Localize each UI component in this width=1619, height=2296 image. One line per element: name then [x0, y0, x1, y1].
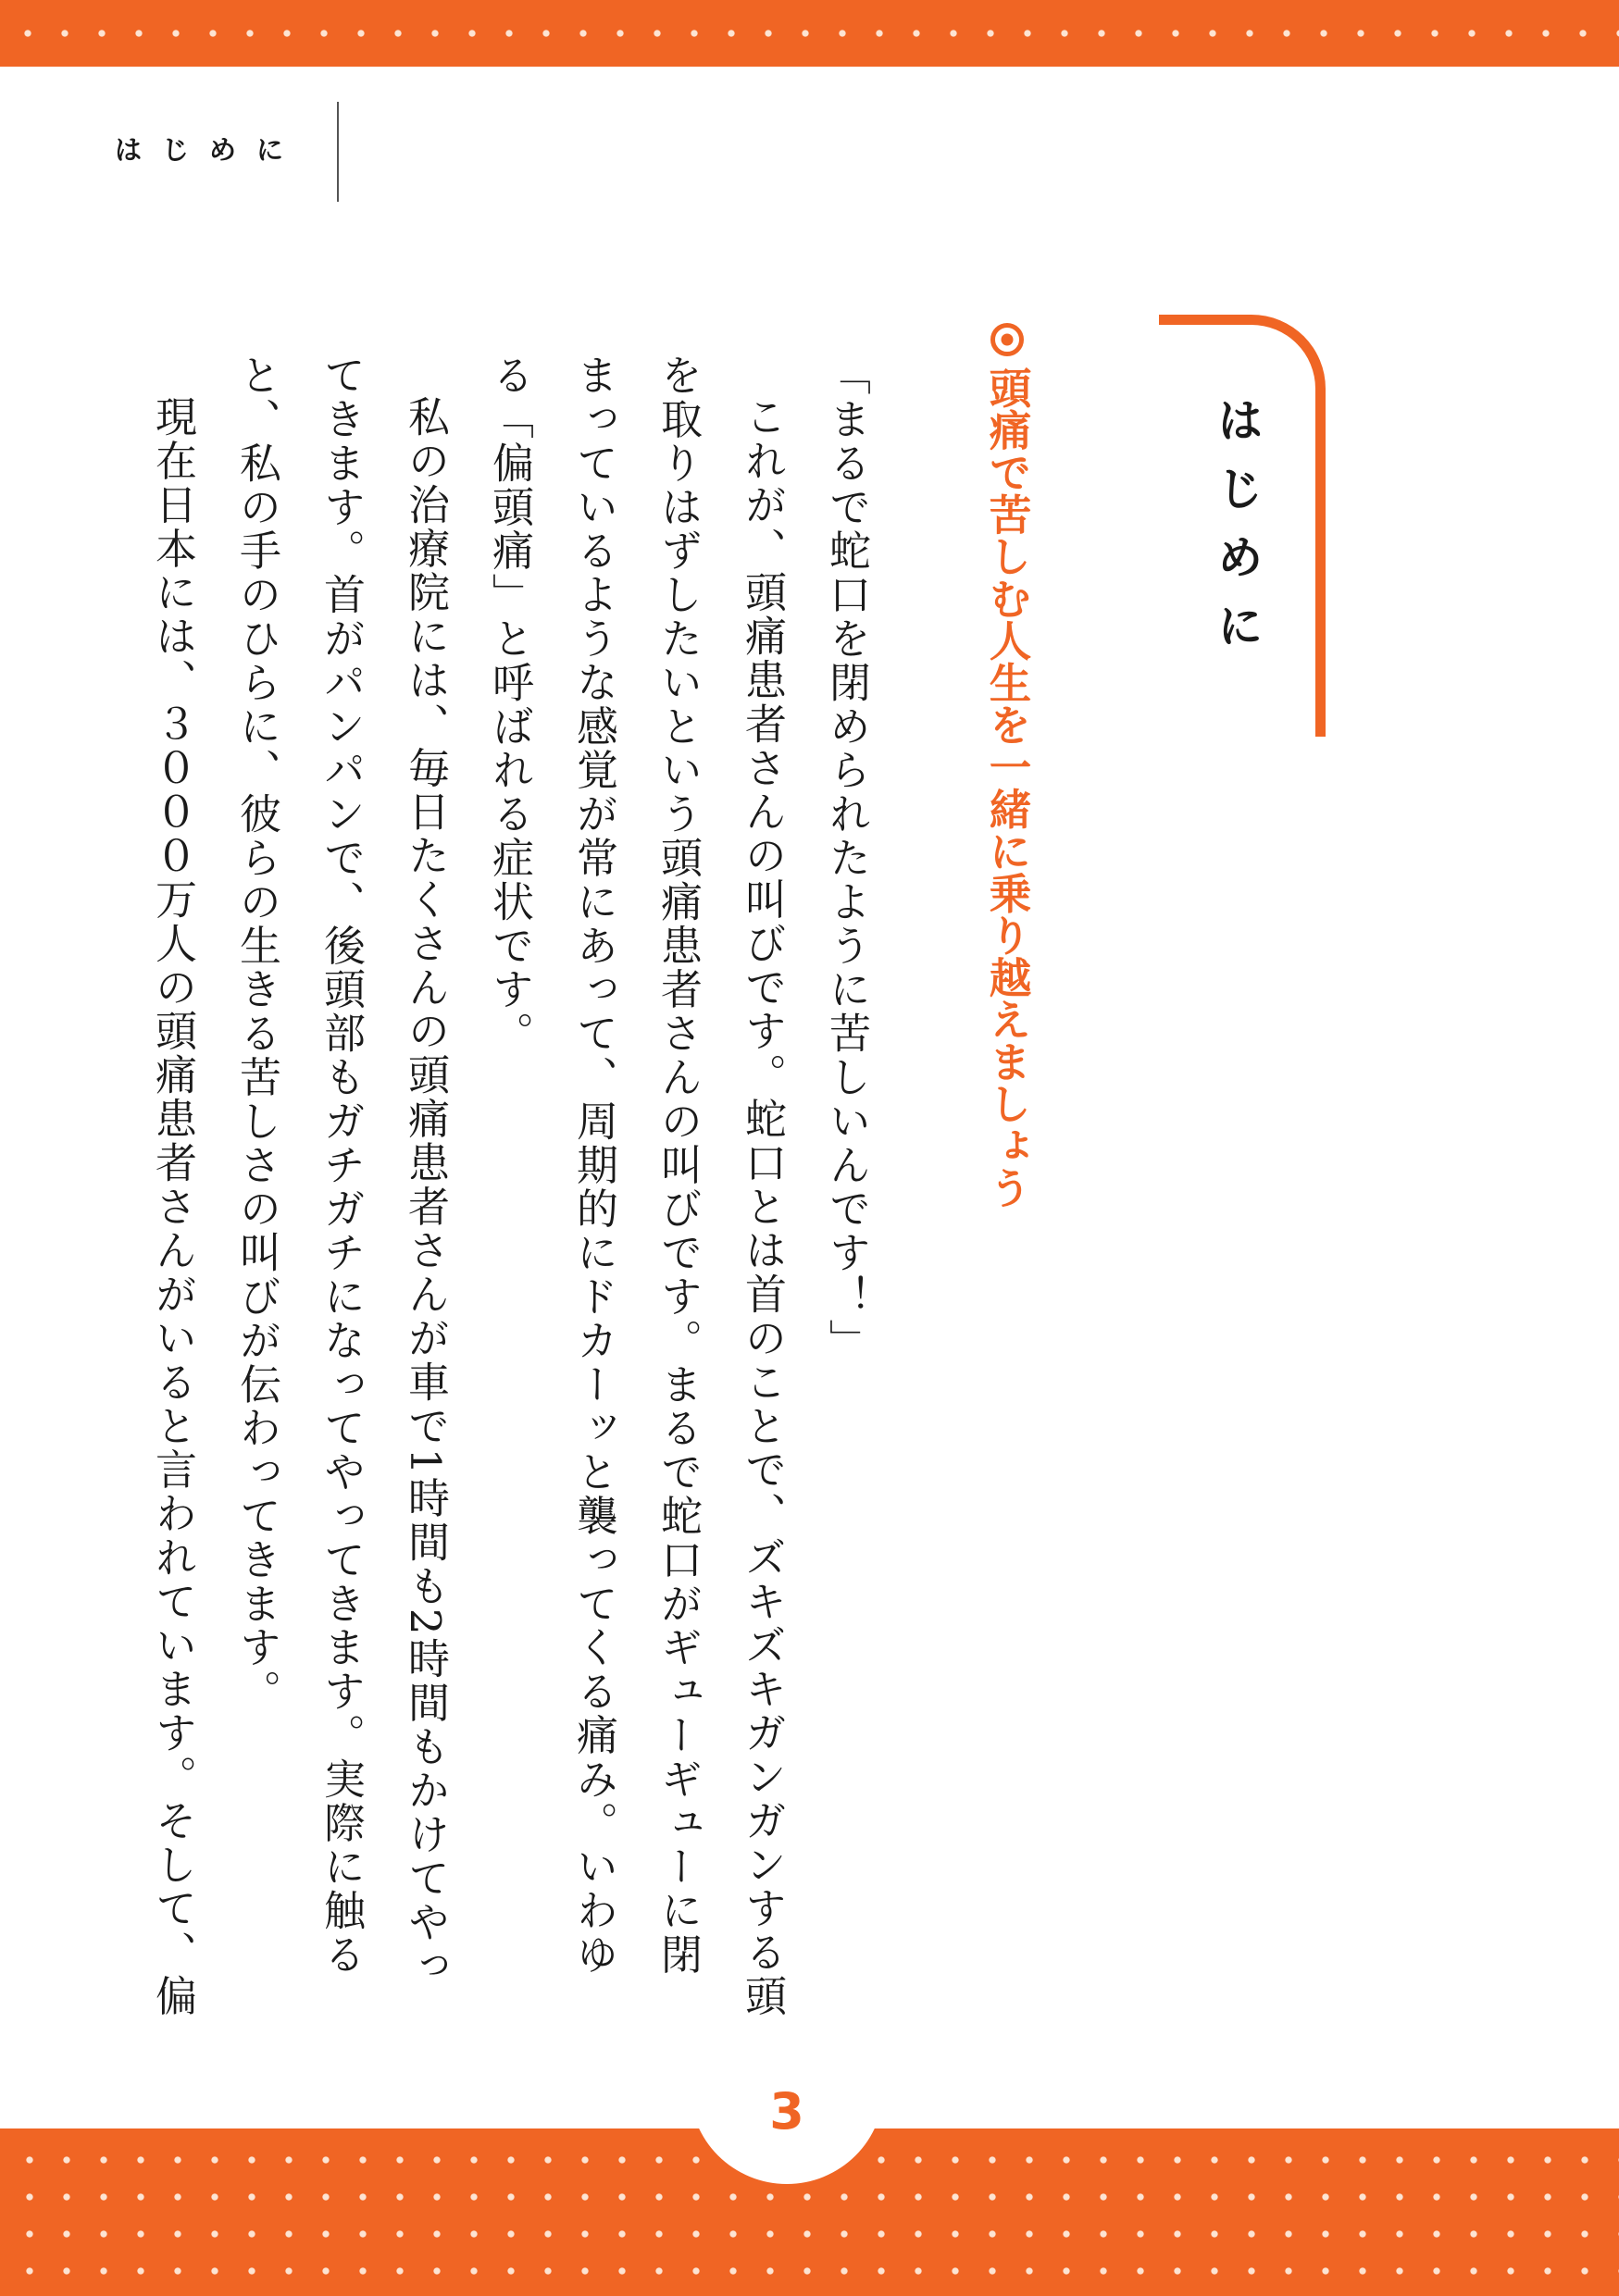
chapter-title: はじめに: [1210, 396, 1264, 670]
body-text: [148, 354, 889, 2019]
running-header: はじめに: [115, 134, 305, 166]
body-paragraph: 「まるで蛇口を閉められたように苦しいんです！」: [822, 354, 871, 1363]
body-paragraph: これが、頭痛患者さんの叫びです。蛇口とは首のことで、ズキズキガンガンする頭を取りはずしたいという頭痛患者さんの叫びです。まるで蛇口がギューギューに閉まっているような感覚が常にあって、周期的にドカーッと襲ってくる痛み。いわゆる「偏頭痛」と呼ばれる症状です。: [485, 354, 787, 2018]
section-heading: [979, 322, 1035, 1294]
target-circle-icon: [990, 322, 1025, 357]
body-paragraph: 私の治療院には、毎日たくさんの頭痛患者さんが車で1時間も2時間もかけてやってきます。首がパンパンで、後頭部もガチガチになってやってきます。実際に触ると、私の手のひらに、彼らの生きる苦しさの叫びが伝わってきます。: [232, 354, 450, 1989]
body-paragraph: 現在日本には、３０００万人の頭痛患者さんがいると言われています。そして、偏: [148, 395, 197, 2018]
header-divider: [337, 102, 339, 202]
section-heading-text: 頭痛で苦しむ人生を一緒に乗り越えましょう: [983, 366, 1032, 1209]
top-decorative-band: [0, 0, 1619, 67]
page-number: 3: [769, 2082, 804, 2141]
